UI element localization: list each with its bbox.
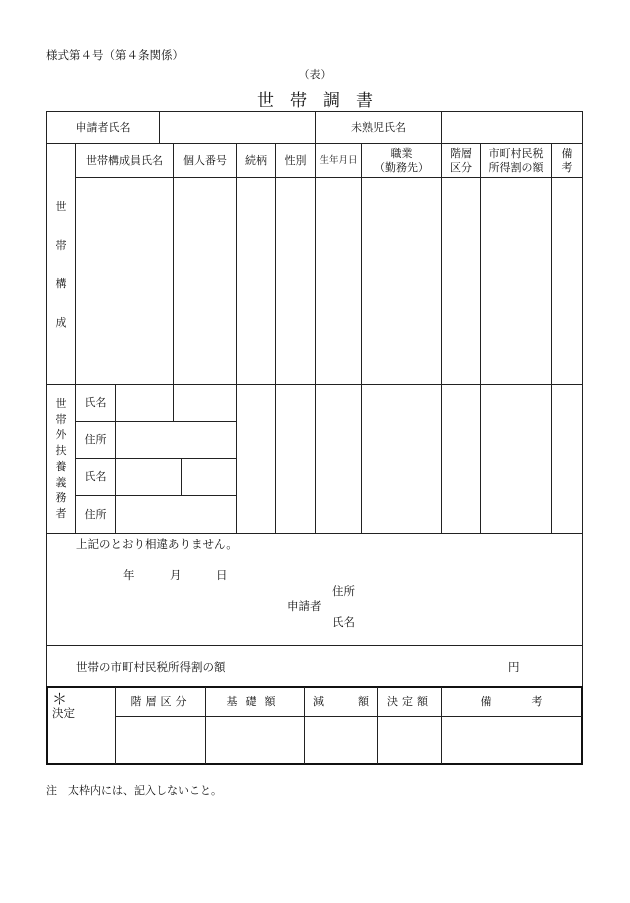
household-tax-unit: 円 bbox=[508, 660, 520, 674]
decision-label: 決定 bbox=[52, 706, 75, 720]
supporter2-name-label: 氏名 bbox=[84, 470, 107, 483]
supporter1-name-label: 氏名 bbox=[84, 396, 107, 409]
form-number: 様式第４号（第４条関係） bbox=[46, 48, 184, 62]
declaration-address-label: 住所 bbox=[332, 584, 355, 598]
decision-remarks-header: 備 考 bbox=[480, 695, 543, 708]
declaration-statement: 上記のとおり相違ありません。 bbox=[76, 537, 238, 551]
declaration-applicant-label: 申請者 bbox=[287, 599, 322, 613]
declaration-month: 月 bbox=[170, 568, 182, 582]
header-municipal-tax: 市町村民税 所得割の額 bbox=[488, 146, 544, 174]
household-tax-label: 世帯の市町村民税所得割の額 bbox=[76, 660, 226, 674]
footnote: 注 太枠内には、記入しないこと。 bbox=[46, 784, 222, 797]
declaration-day: 日 bbox=[216, 568, 228, 582]
child-name-field[interactable] bbox=[442, 112, 582, 143]
header-personal-number: 個人番号 bbox=[183, 153, 227, 167]
header-sex: 性別 bbox=[284, 153, 307, 167]
applicant-name-label: 申請者氏名 bbox=[75, 120, 131, 134]
decision-class-header: 階層区分 bbox=[130, 695, 191, 708]
decision-mark: ＊ bbox=[52, 690, 68, 708]
supporter1-address-label: 住所 bbox=[84, 433, 107, 446]
declaration-year: 年 bbox=[123, 568, 135, 582]
child-name-label: 未熟児氏名 bbox=[351, 120, 406, 134]
supporters-label: 世 帯 外 扶 養 義 務 者 bbox=[55, 397, 67, 520]
header-occupation: 職業 （勤務先） bbox=[374, 146, 429, 174]
header-birthdate: 生年月日 bbox=[319, 154, 358, 166]
header-class: 階層 区分 bbox=[450, 146, 472, 174]
header-member-name: 世帯構成員氏名 bbox=[86, 153, 163, 167]
decision-base-header: 基礎額 bbox=[226, 695, 284, 708]
supporter2-address-label: 住所 bbox=[84, 507, 107, 521]
applicant-name-field[interactable] bbox=[160, 112, 315, 143]
form-side-label: （表） bbox=[298, 68, 332, 81]
decision-reduction-header: 減 額 bbox=[313, 695, 369, 708]
declaration-name-label: 氏名 bbox=[332, 615, 355, 629]
header-relationship: 続柄 bbox=[245, 153, 267, 167]
decision-amount-header: 決定額 bbox=[387, 695, 432, 708]
header-remarks: 備 考 bbox=[561, 146, 573, 174]
page-title: 世帯調書 bbox=[257, 91, 389, 111]
household-members-label: 世 帯 構 成 bbox=[55, 200, 67, 329]
